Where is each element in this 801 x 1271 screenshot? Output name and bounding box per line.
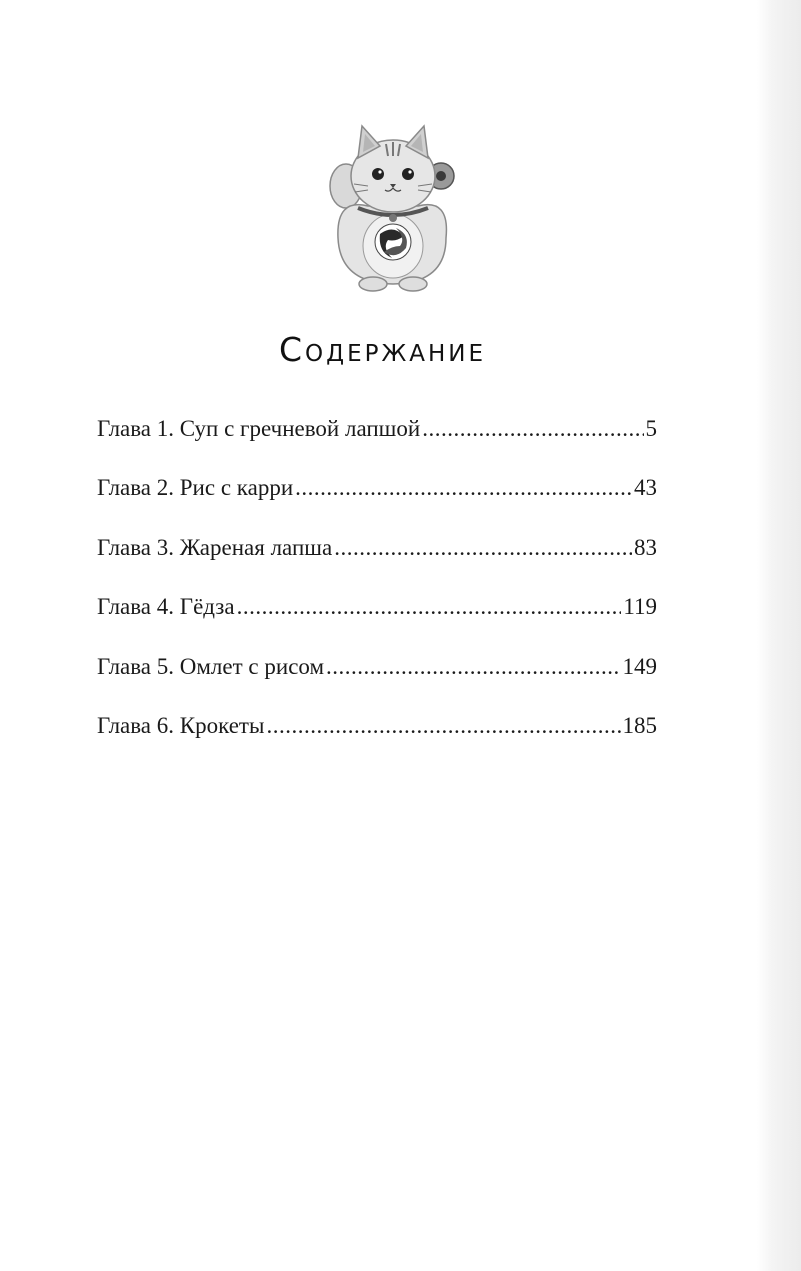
page-edge-shadow	[757, 0, 801, 1271]
toc-entry-label: Глава 2. Рис с карри	[97, 475, 294, 501]
toc-entry-page: 149	[622, 653, 657, 679]
toc-entry	[97, 416, 657, 475]
toc-entry-label: Глава 4. Гёдза	[97, 594, 235, 620]
toc-entry-page: 119	[623, 594, 657, 620]
toc-entry-label: Глава 6. Крокеты	[97, 712, 265, 738]
toc-leader-dots	[334, 535, 632, 561]
toc-entry-page: 43	[634, 475, 657, 501]
maneki-neko-cat-icon	[318, 118, 468, 296]
toc-entry-page: 5	[645, 416, 657, 441]
toc-entry-page: 185	[622, 712, 657, 738]
toc-entry-page: 83	[634, 534, 657, 560]
toc-entry	[97, 713, 657, 772]
page-title: Содержание	[278, 330, 487, 369]
toc-entry	[97, 535, 657, 594]
toc-entry-label: Глава 3. Жареная лапша	[97, 534, 333, 560]
table-of-contents	[97, 416, 657, 772]
toc-leader-dots	[295, 475, 632, 501]
toc-entry	[97, 475, 657, 534]
toc-leader-dots	[237, 594, 622, 620]
toc-leader-dots	[326, 654, 620, 680]
toc-entry	[97, 594, 657, 653]
toc-entry	[97, 654, 657, 713]
toc-leader-dots	[422, 416, 643, 442]
toc-entry-label: Глава 1. Суп с гречневой лапшой	[97, 416, 421, 441]
toc-leader-dots	[266, 713, 620, 739]
toc-entry-label: Глава 5. Омлет с рисом	[97, 653, 325, 679]
